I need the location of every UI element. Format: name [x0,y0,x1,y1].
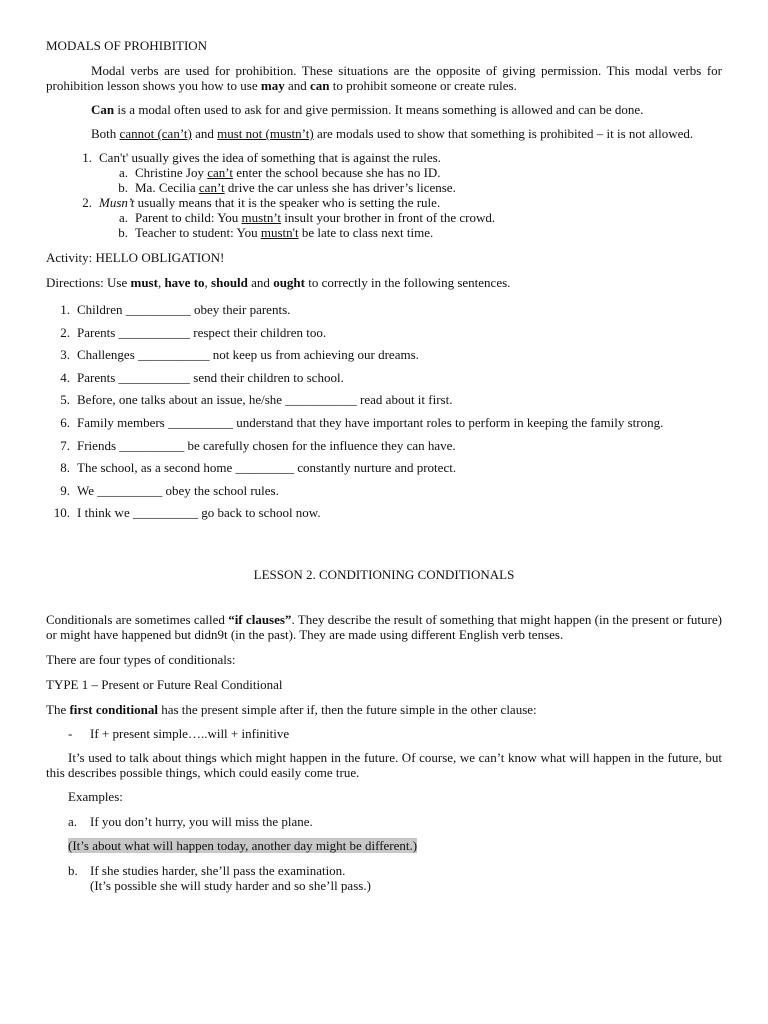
list-number: 2. [60,324,70,340]
list-letter: a. [118,210,128,225]
modal-item-text [99,195,440,210]
list-letter: b. [118,225,128,240]
list-dash: - [68,725,73,741]
example-a-note [68,838,722,853]
intro-paragraph-2 [46,102,722,117]
list-letter: a. [118,165,128,180]
exercise-text: Parents ___________ send their children to school. [77,369,344,385]
text: be late to class next time. [298,225,434,240]
text: Both [91,126,120,141]
exercise-item [46,412,722,435]
bold-word: should [211,275,248,290]
text: , [157,275,165,290]
modal-1-examples [108,165,722,195]
text: . They describe the result of something that might happen (in the present or future) or might have happened but didn9t (in the past). They are made using different English verb tenses. [46,611,722,642]
text: insult your brother in front of the crowd. [281,210,496,225]
underlined-modal: mustn't [260,225,299,240]
text: to correctly in the following sentences. [304,275,511,290]
formula-line [68,726,722,741]
modal-item-2 [68,195,722,210]
exercise-text: Parents ___________ respect their children too. [77,324,327,340]
text: Modal verbs are used for prohibition. These situations are the opposite of giving permission. This modal verbs for prohibition lesson shows you how to use [46,63,722,93]
text: Ma. Cecilia [135,180,199,195]
bold-word: must [130,275,158,290]
formula-text: If + present simple…..will + infinitive [90,725,290,741]
list-letter: b. [68,862,78,878]
bold-word: ought [273,275,305,290]
list-number: 6. [60,414,70,430]
intro-paragraph-3 [46,126,722,141]
bold-first-conditional: first conditional [69,701,158,717]
example-b-body [90,863,371,893]
bold-if-clauses: “if clauses” [228,611,292,627]
modal-2-examples [108,210,722,240]
text: and [284,78,310,93]
directions [46,275,722,290]
list-item [108,225,722,240]
modal-item-text: Can't' usually gives the idea of something that is against the rules. [99,150,441,165]
lesson-2-paragraph-3 [46,702,722,717]
bold-may: may [260,78,285,93]
exercise-item [46,389,722,412]
list-item [108,210,722,225]
exercise-item [46,457,722,480]
modal-list [68,150,722,240]
example-text [135,225,433,240]
exercise-item [46,367,722,390]
underlined-cannot: cannot (can’t) [119,126,192,141]
list-letter: a. [68,813,78,829]
underlined-modal: mustn’t [241,210,282,225]
text: and [247,275,274,290]
text: Christine Joy [135,165,208,180]
example-a [68,814,722,829]
lesson-2-paragraph-2: There are four types of conditionals: [46,651,236,667]
text: are modals used to show that something is prohibited – it is not allowed. [313,126,694,141]
exercise-item [46,480,722,503]
lesson-2-title: LESSON 2. CONDITIONING CONDITIONALS [253,566,515,582]
text: and [191,126,218,141]
text: is a modal often used to ask for and give permission. It means something is allowed and can be done. [114,102,644,117]
document-page [46,38,722,893]
type-1-heading: TYPE 1 – Present or Future Real Conditional [46,676,283,692]
text: The [46,701,70,717]
text: enter the school because she has no ID. [232,165,441,180]
activity-title: Activity: HELLO OBLIGATION! [46,250,225,265]
page-heading: MODALS OF PROHIBITION [46,38,208,53]
text: Directions: Use [46,275,131,290]
list-number: 1. [82,150,92,165]
example-text: If she studies harder, she’ll pass the examination. [90,862,346,878]
text: Conditionals are sometimes called [46,611,229,627]
exercise-list [46,299,722,525]
exercise-text: We __________ obey the school rules. [77,482,279,498]
example-b [68,863,722,893]
highlighted-note: (It’s about what will happen today, another day might be different.) [68,837,418,853]
example-note: (It’s possible she will study harder and so she’ll pass.) [90,877,371,893]
underlined-must-not: must not (mustn’t) [217,126,314,141]
example-text: If you don’t hurry, you will miss the plane. [90,813,313,829]
list-number: 2. [82,195,92,210]
exercise-text: I think we __________ go back to school now. [77,505,321,521]
underlined-modal: can’t [198,180,225,195]
exercise-text: Before, one talks about an issue, he/she ___________ read about it first. [77,392,453,408]
text: drive the car unless she has driver’s license. [224,180,456,195]
exercise-text: Friends __________ be carefully chosen for the influence they can have. [77,437,456,453]
exercise-item [46,344,722,367]
lesson-2-paragraph-1 [46,612,722,642]
example-text [135,210,495,225]
list-number: 4. [60,369,70,385]
text: has the present simple after if, then the future simple in the other clause: [157,701,537,717]
list-letter: b. [118,180,128,195]
exercise-text: Children __________ obey their parents. [77,302,291,317]
list-number: 7. [60,437,70,453]
list-number: 10. [53,505,70,521]
exercise-item [46,435,722,458]
italic-term: Musn’t [99,195,135,210]
list-number: 3. [60,347,70,363]
bold-can: Can [91,102,115,117]
exercise-item [46,502,722,525]
lesson-2-paragraph-4: It’s used to talk about things which might happen in the future. Of course, we can’t know what will happen in the future, but this describes possible things, which could easily come true. [46,749,722,780]
text: Parent to child: You [135,210,242,225]
list-item [108,165,722,180]
example-text [135,180,456,195]
list-number: 8. [60,460,70,476]
example-text [135,165,441,180]
list-item [108,180,722,195]
bold-can: can [310,78,330,93]
exercise-item [46,322,722,345]
bold-word: have to [164,275,205,290]
text: to prohibit someone or create rules. [329,78,517,93]
text: Teacher to student: You [135,225,261,240]
underlined-modal: can’t [207,165,233,180]
exercise-text: The school, as a second home _________ constantly nurture and protect. [77,460,457,476]
modal-item-1 [68,150,722,165]
intro-paragraph-1 [46,63,722,93]
list-number: 9. [60,482,70,498]
text: usually means that it is the speaker who is setting the rule. [134,195,441,210]
exercise-item [46,299,722,322]
list-number: 5. [60,392,70,408]
exercise-text: Family members __________ understand that they have important roles to perform in keeping the family strong. [77,414,664,430]
examples-label: Examples: [68,788,123,804]
text: , [204,275,212,290]
list-number: 1. [60,302,70,317]
exercise-text: Challenges ___________ not keep us from achieving our dreams. [77,347,419,363]
